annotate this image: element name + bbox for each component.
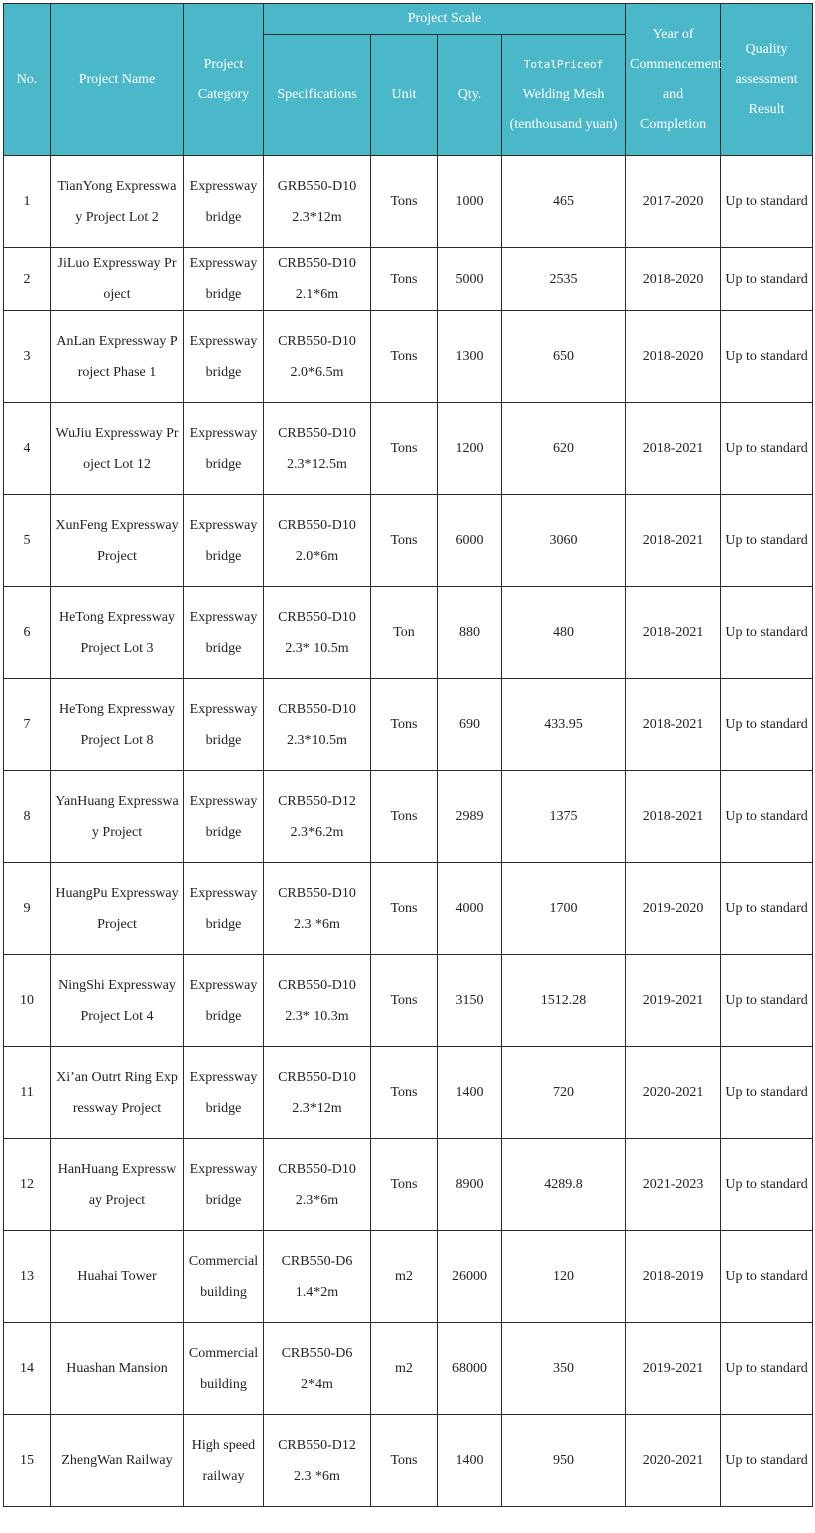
cell-unit: Tons <box>371 403 438 495</box>
cell-qty: 3150 <box>438 955 502 1047</box>
cell-year: 2018-2020 <box>626 311 721 403</box>
cell-year: 2018-2019 <box>626 1231 721 1323</box>
table-row <box>4 771 813 863</box>
cell-qty: 26000 <box>438 1231 502 1323</box>
table-row <box>4 955 813 1047</box>
cell-qty: 1300 <box>438 311 502 403</box>
cell-project-category: Expressway bridge <box>184 495 264 587</box>
cell-no: 2 <box>4 248 51 311</box>
table-row <box>4 679 813 771</box>
cell-total-price: 1512.28 <box>502 955 626 1047</box>
cell-project-category: Expressway bridge <box>184 248 264 311</box>
cell-quality: Up to standard <box>721 587 813 679</box>
cell-no: 14 <box>4 1323 51 1415</box>
cell-year: 2019-2020 <box>626 863 721 955</box>
cell-total-price: 4289.8 <box>502 1139 626 1231</box>
cell-unit: Tons <box>371 248 438 311</box>
project-table <box>3 3 813 1507</box>
cell-total-price: 950 <box>502 1415 626 1507</box>
cell-year: 2019-2021 <box>626 1323 721 1415</box>
cell-unit: Tons <box>371 1047 438 1139</box>
cell-year: 2017-2020 <box>626 156 721 248</box>
cell-project-category: Expressway bridge <box>184 1047 264 1139</box>
cell-year: 2018-2021 <box>626 403 721 495</box>
cell-total-price: 433.95 <box>502 679 626 771</box>
cell-qty: 1400 <box>438 1047 502 1139</box>
cell-total-price: 350 <box>502 1323 626 1415</box>
cell-project-category: Expressway bridge <box>184 587 264 679</box>
cell-specifications: CRB550-D10 2.3* 10.5m <box>264 587 371 679</box>
cell-specifications: CRB550-D12 2.3 *6m <box>264 1415 371 1507</box>
cell-unit: Tons <box>371 1139 438 1231</box>
cell-no: 6 <box>4 587 51 679</box>
cell-project-category: Expressway bridge <box>184 679 264 771</box>
cell-project-name: WuJiu Expressway Project Lot 12 <box>51 403 184 495</box>
cell-specifications: CRB550-D10 2.0*6.5m <box>264 311 371 403</box>
cell-quality: Up to standard <box>721 495 813 587</box>
cell-quality: Up to standard <box>721 955 813 1047</box>
table-row <box>4 248 813 311</box>
cell-project-name: XunFeng Expressway Project <box>51 495 184 587</box>
table-row <box>4 1047 813 1139</box>
cell-specifications: CRB550-D10 2.1*6m <box>264 248 371 311</box>
cell-no: 1 <box>4 156 51 248</box>
cell-project-name: Huashan Mansion <box>51 1323 184 1415</box>
cell-year: 2019-2021 <box>626 955 721 1047</box>
table-row <box>4 403 813 495</box>
cell-project-category: Expressway bridge <box>184 771 264 863</box>
cell-total-price: 2535 <box>502 248 626 311</box>
cell-year: 2018-2021 <box>626 679 721 771</box>
cell-unit: m2 <box>371 1231 438 1323</box>
cell-no: 3 <box>4 311 51 403</box>
header-project-scale: Project Scale <box>264 4 626 35</box>
cell-project-category: Expressway bridge <box>184 403 264 495</box>
header-total-price-label: TotalPriceof <box>523 58 604 71</box>
cell-quality: Up to standard <box>721 1047 813 1139</box>
table-header <box>4 4 813 156</box>
cell-unit: Tons <box>371 495 438 587</box>
header-project-name: Project Name <box>51 4 184 156</box>
cell-quality: Up to standard <box>721 1323 813 1415</box>
cell-qty: 880 <box>438 587 502 679</box>
cell-qty: 690 <box>438 679 502 771</box>
cell-project-name: Xi’an Outrt Ring Expressway Project <box>51 1047 184 1139</box>
cell-unit: Ton <box>371 587 438 679</box>
cell-total-price: 1375 <box>502 771 626 863</box>
header-specifications: Specifications <box>264 35 371 156</box>
cell-no: 10 <box>4 955 51 1047</box>
cell-no: 7 <box>4 679 51 771</box>
cell-project-name: HuangPu Expressway Project <box>51 863 184 955</box>
cell-project-name: ZhengWan Railway <box>51 1415 184 1507</box>
header-year: Year of Commencement and Completion <box>626 4 721 156</box>
cell-unit: Tons <box>371 1415 438 1507</box>
cell-project-category: Commercial building <box>184 1323 264 1415</box>
cell-specifications: CRB550-D12 2.3*6.2m <box>264 771 371 863</box>
cell-specifications: CRB550-D10 2.3 *6m <box>264 863 371 955</box>
cell-qty: 68000 <box>438 1323 502 1415</box>
cell-project-name: JiLuo Expressway Project <box>51 248 184 311</box>
cell-project-name: HanHuang Expressway Project <box>51 1139 184 1231</box>
cell-total-price: 650 <box>502 311 626 403</box>
cell-specifications: CRB550-D10 2.3*10.5m <box>264 679 371 771</box>
header-total-price-unit: Welding Mesh (tenthousand yuan) <box>509 87 618 132</box>
table-row <box>4 1231 813 1323</box>
cell-specifications: GRB550-D10 2.3*12m <box>264 156 371 248</box>
cell-qty: 1400 <box>438 1415 502 1507</box>
table-row <box>4 863 813 955</box>
cell-project-name: YanHuang Expressway Project <box>51 771 184 863</box>
cell-year: 2021-2023 <box>626 1139 721 1231</box>
header-total-price <box>502 35 626 156</box>
cell-unit: Tons <box>371 955 438 1047</box>
cell-project-category: Expressway bridge <box>184 863 264 955</box>
cell-year: 2020-2021 <box>626 1047 721 1139</box>
cell-no: 11 <box>4 1047 51 1139</box>
cell-project-category: High speed railway <box>184 1415 264 1507</box>
cell-project-name: HeTong Expressway Project Lot 8 <box>51 679 184 771</box>
cell-project-name: HeTong Expressway Project Lot 3 <box>51 587 184 679</box>
cell-quality: Up to standard <box>721 1231 813 1323</box>
cell-total-price: 1700 <box>502 863 626 955</box>
cell-project-name: Huahai Tower <box>51 1231 184 1323</box>
cell-total-price: 465 <box>502 156 626 248</box>
cell-qty: 6000 <box>438 495 502 587</box>
cell-specifications: CRB550-D6 1.4*2m <box>264 1231 371 1323</box>
cell-total-price: 620 <box>502 403 626 495</box>
cell-quality: Up to standard <box>721 403 813 495</box>
cell-total-price: 720 <box>502 1047 626 1139</box>
cell-unit: Tons <box>371 679 438 771</box>
table-row <box>4 156 813 248</box>
cell-no: 15 <box>4 1415 51 1507</box>
cell-no: 13 <box>4 1231 51 1323</box>
cell-quality: Up to standard <box>721 311 813 403</box>
cell-total-price: 120 <box>502 1231 626 1323</box>
table-row <box>4 1139 813 1231</box>
cell-qty: 1200 <box>438 403 502 495</box>
table-row <box>4 1415 813 1507</box>
cell-no: 12 <box>4 1139 51 1231</box>
cell-year: 2018-2021 <box>626 587 721 679</box>
cell-quality: Up to standard <box>721 1415 813 1507</box>
cell-qty: 8900 <box>438 1139 502 1231</box>
cell-specifications: CRB550-D6 2*4m <box>264 1323 371 1415</box>
cell-total-price: 3060 <box>502 495 626 587</box>
header-no: No. <box>4 4 51 156</box>
cell-no: 8 <box>4 771 51 863</box>
cell-quality: Up to standard <box>721 248 813 311</box>
table-row <box>4 587 813 679</box>
cell-specifications: CRB550-D10 2.3*12m <box>264 1047 371 1139</box>
header-project-category: Project Category <box>184 4 264 156</box>
cell-qty: 2989 <box>438 771 502 863</box>
cell-quality: Up to standard <box>721 156 813 248</box>
cell-specifications: CRB550-D10 2.3* 10.3m <box>264 955 371 1047</box>
cell-qty: 1000 <box>438 156 502 248</box>
cell-project-category: Expressway bridge <box>184 1139 264 1231</box>
cell-qty: 5000 <box>438 248 502 311</box>
table-body <box>4 156 813 1507</box>
cell-project-category: Expressway bridge <box>184 156 264 248</box>
cell-project-category: Commercial building <box>184 1231 264 1323</box>
cell-quality: Up to standard <box>721 679 813 771</box>
cell-specifications: CRB550-D10 2.3*6m <box>264 1139 371 1231</box>
cell-specifications: CRB550-D10 2.3*12.5m <box>264 403 371 495</box>
header-qty: Qty. <box>438 35 502 156</box>
cell-unit: m2 <box>371 1323 438 1415</box>
cell-qty: 4000 <box>438 863 502 955</box>
cell-project-category: Expressway bridge <box>184 955 264 1047</box>
cell-year: 2018-2021 <box>626 495 721 587</box>
cell-quality: Up to standard <box>721 1139 813 1231</box>
cell-total-price: 480 <box>502 587 626 679</box>
cell-year: 2020-2021 <box>626 1415 721 1507</box>
cell-project-category: Expressway bridge <box>184 311 264 403</box>
cell-project-name: NingShi Expressway Project Lot 4 <box>51 955 184 1047</box>
cell-unit: Tons <box>371 156 438 248</box>
cell-quality: Up to standard <box>721 771 813 863</box>
header-unit: Unit <box>371 35 438 156</box>
cell-no: 9 <box>4 863 51 955</box>
table-row <box>4 1323 813 1415</box>
cell-project-name: TianYong Expressway Project Lot 2 <box>51 156 184 248</box>
header-quality: Quality assessment Result <box>721 4 813 156</box>
table-row <box>4 495 813 587</box>
cell-year: 2018-2021 <box>626 771 721 863</box>
cell-unit: Tons <box>371 771 438 863</box>
cell-no: 5 <box>4 495 51 587</box>
table-row <box>4 311 813 403</box>
cell-project-name: AnLan Expressway Project Phase 1 <box>51 311 184 403</box>
cell-specifications: CRB550-D10 2.0*6m <box>264 495 371 587</box>
cell-no: 4 <box>4 403 51 495</box>
cell-year: 2018-2020 <box>626 248 721 311</box>
cell-unit: Tons <box>371 311 438 403</box>
cell-quality: Up to standard <box>721 863 813 955</box>
cell-unit: Tons <box>371 863 438 955</box>
